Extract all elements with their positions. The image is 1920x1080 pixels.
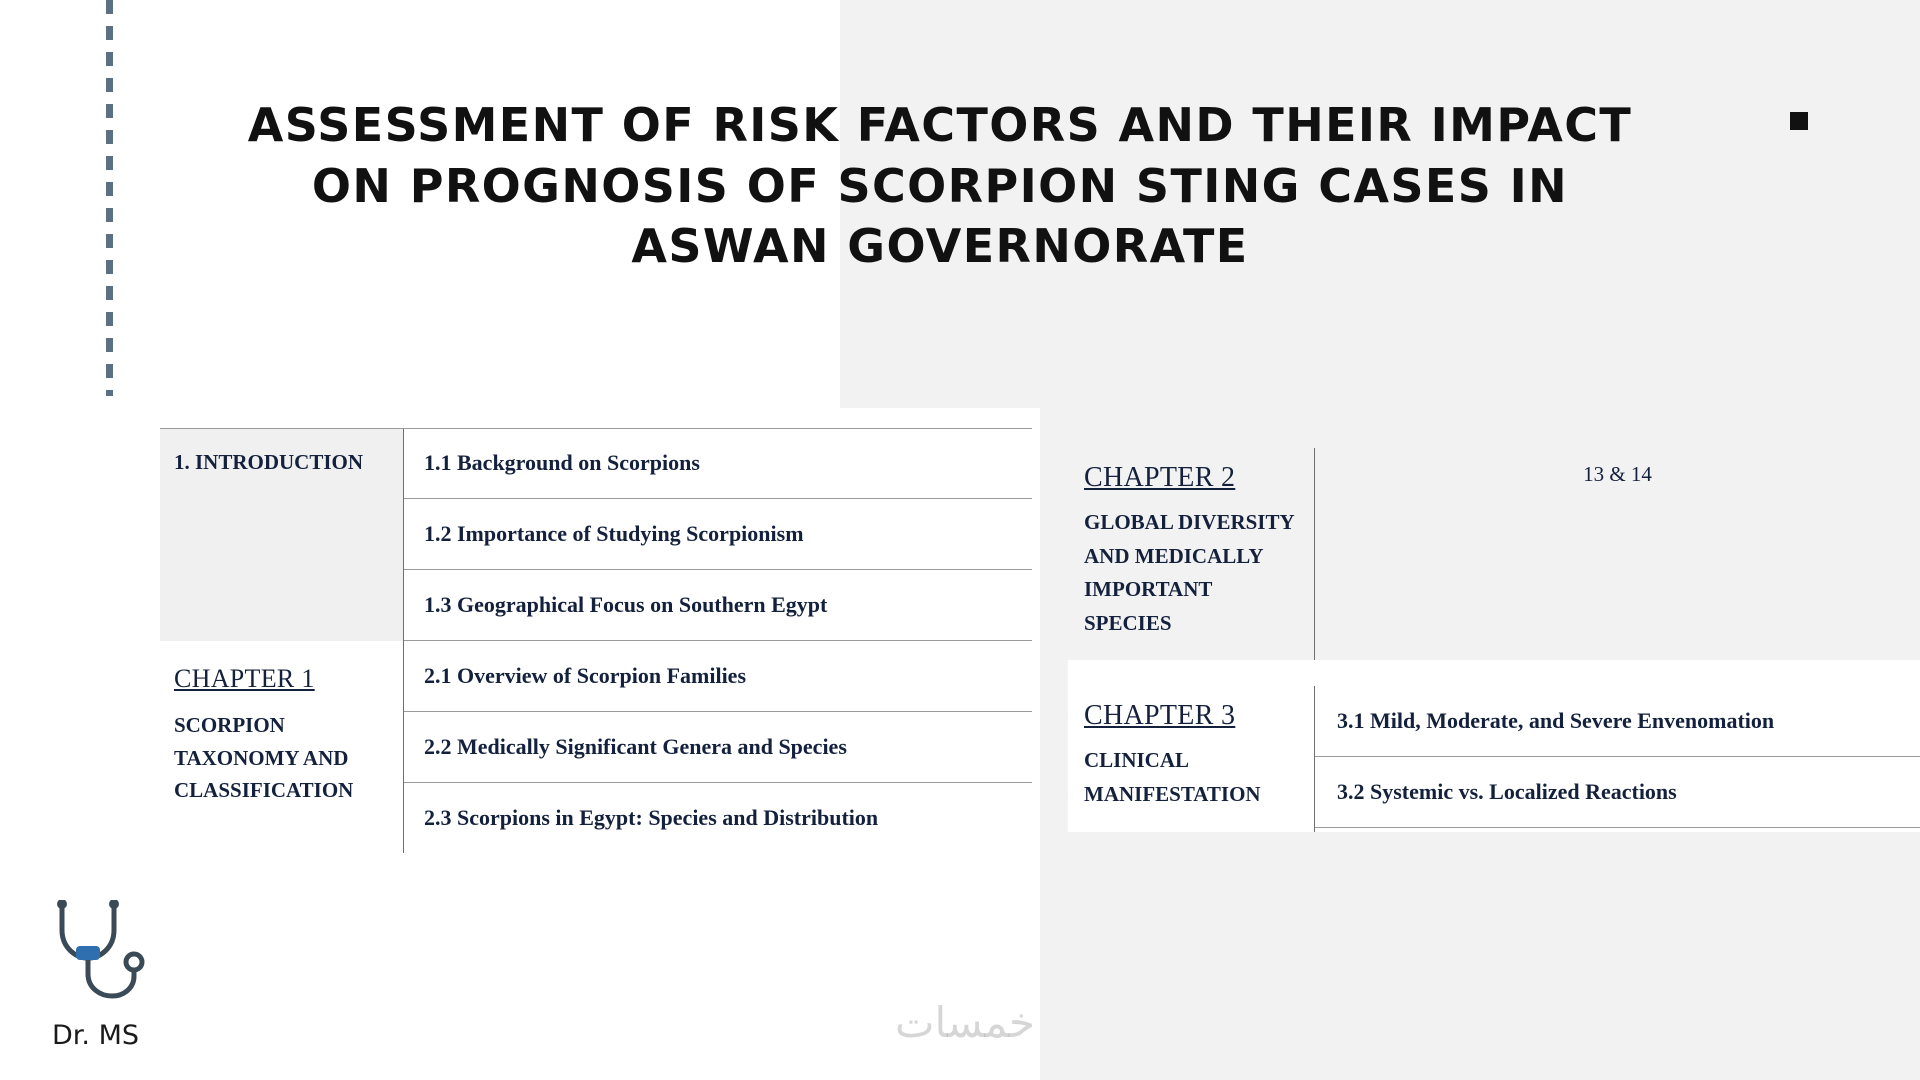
right-section-2-header	[1068, 686, 1314, 831]
page-range: 13 & 14	[1583, 462, 1652, 486]
square-marker-icon	[1790, 112, 1808, 130]
stethoscope-icon	[48, 900, 154, 1010]
right-section-2-items	[1314, 686, 1920, 831]
left-section-2-items	[403, 641, 1032, 853]
left-section-2-title: SCORPION TAXONOMY AND CLASSIFICATION	[174, 713, 354, 803]
right-section-2-title: CLINICAL MANIFESTATION	[1084, 748, 1261, 806]
table-top-border	[160, 428, 1032, 429]
list-item[interactable]: 3.2 Systemic vs. Localized Reactions	[1315, 757, 1920, 828]
list-item[interactable]: 1.1 Background on Scorpions	[404, 428, 1032, 499]
table-row	[160, 428, 1032, 641]
right-section-1-chapter-label: CHAPTER 2	[1084, 462, 1236, 493]
left-section-1-title: 1. INTRODUCTION	[174, 450, 364, 474]
watermark: خمسات	[894, 998, 1036, 1047]
list-item[interactable]: 1.3 Geographical Focus on Southern Egypt	[404, 570, 1032, 641]
left-section-1-items	[403, 428, 1032, 641]
list-item[interactable]: 3.1 Mild, Moderate, and Severe Envenomation	[1315, 686, 1920, 757]
slide-title: ASSESSMENT OF RISK FACTORS AND THEIR IMPACT ON PROGNOSIS OF SCORPION STING CASES IN ASWAN GOVERNORATE	[247, 98, 1633, 274]
right-section-1-pages-cell	[1314, 448, 1920, 660]
left-section-2-header	[160, 641, 403, 853]
right-section-1-title: GLOBAL DIVERSITY AND MEDICALLY IMPORTANT SPECIES	[1084, 510, 1294, 635]
list-item[interactable]: 1.2 Importance of Studying Scorpionism	[404, 499, 1032, 570]
right-section-2-chapter-label: CHAPTER 3	[1084, 700, 1236, 732]
list-item[interactable]: 2.1 Overview of Scorpion Families	[404, 641, 1032, 712]
table-row	[1068, 448, 1920, 660]
left-contents-table	[160, 428, 1032, 853]
left-section-2-chapter-label: CHAPTER 1	[174, 664, 315, 693]
table-section-gap	[1068, 660, 1920, 686]
author-label: Dr. MS	[52, 1020, 140, 1051]
list-item[interactable]: 2.2 Medically Significant Genera and Species	[404, 712, 1032, 783]
dashed-vertical-rule	[106, 0, 113, 396]
right-contents-table	[1068, 448, 1920, 832]
right-section-1-header	[1068, 448, 1314, 660]
table-row	[1068, 686, 1920, 831]
list-item[interactable]: 2.3 Scorpions in Egypt: Species and Distribution	[424, 805, 879, 830]
table-row	[160, 641, 1032, 853]
left-section-1-header	[160, 428, 403, 641]
